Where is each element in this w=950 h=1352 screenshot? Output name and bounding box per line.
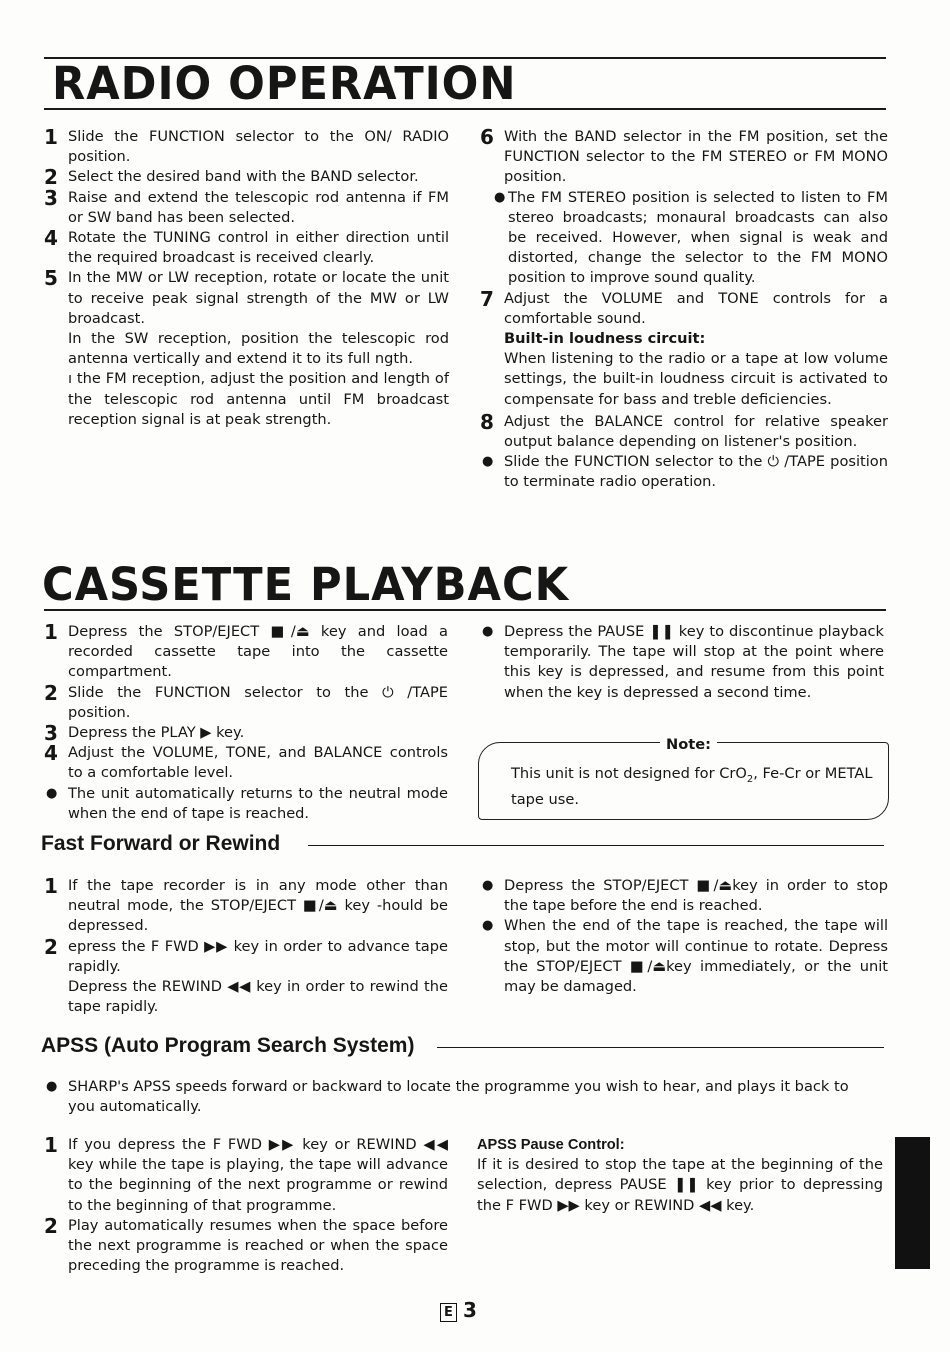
cassette-title: CASSETTE PLAYBACK (42, 558, 570, 611)
cassette-step-4: 4 Adjust the VOLUME, TONE, and BALANCE controls to a comfortable level. (44, 741, 448, 782)
radio-step-8: 8 Adjust the BALANCE control for relative speaker output balance depending on listener's position. (480, 409, 888, 451)
radio-step-1: 1 Slide the FUNCTION selector to the ON/ RADIO position. (44, 125, 449, 166)
radio-step-5-sw: In the SW reception, position the telescopic rod antenna vertically and extend it to its full ngth. (68, 330, 449, 368)
cassette-title-underline (44, 609, 886, 611)
apss-step-1: 1 If you depress the F FWD ▶▶ key or REWIND ◀◀ key while the tape is playing, the tape will advance to the beginning of the next programme or rewind to the beginning of that programme. (44, 1133, 448, 1214)
apss-pause-text: If it is desired to stop the tape at the beginning of the selection, depress PAUSE ❚❚ key prior to depressing the F FWD ▶▶ key or REWIND ◀◀ key. (477, 1156, 883, 1214)
apss-intro (44, 1077, 872, 1117)
apss-intro-text: ● SHARP's APSS speeds forward or backward to locate the programme you wish to hear, and plays it back to you automatically. (46, 1078, 849, 1116)
radio-right-column (480, 127, 888, 493)
cassette-step-2: 2 Slide the FUNCTION selector to the ⏻ /TAPE position. (44, 680, 448, 721)
radio-step-2: 2 Select the desired band with the BAND selector. (44, 165, 419, 190)
cassette-auto-return: ● The unit automatically returns to the neutral mode when the end of tape is reached. (46, 784, 448, 822)
radio-title-underline (44, 108, 886, 110)
cassette-step-3: 3 Depress the PLAY ▶ key. (44, 721, 245, 746)
radio-step-3: 3 Raise and extend the telescopic rod antenna if FM or SW band has been selected. (44, 185, 449, 226)
radio-terminate: ● Slide the FUNCTION selector to the ⏻ /TAPE position to terminate radio operation. (482, 453, 888, 491)
side-thumb-tab (895, 1137, 930, 1269)
radio-title: RADIO OPERATION (52, 57, 517, 110)
radio-step-7: 7 Adjust the VOLUME and TONE controls for a comfortable sound. (480, 286, 888, 327)
cassette-left-column (44, 622, 448, 824)
apss-right-column (477, 1135, 883, 1216)
apss-pause-heading: APSS Pause Control: (477, 1137, 625, 1153)
apss-step-2: 2 Play automatically resumes when the space before the next programme is reached or when the space preceding the programme is reached. (44, 1213, 448, 1275)
radio-step-4: 4 Rotate the TUNING control in either direction until the required broadcast is received clearly. (44, 226, 449, 267)
apss-heading: APSS (Auto Program Search System) (41, 1034, 415, 1057)
cassette-right-column (480, 622, 884, 703)
radio-step-5: 5 In the MW or LW reception, rotate or locate the unit to receive peak signal strength of the MW or LW broadcast. (44, 266, 449, 327)
ffrew-left-column (44, 876, 448, 1017)
apss-left-column (44, 1135, 448, 1276)
note-text: This unit is not designed for CrO$_2$, Fe-Cr or METAL tape use. (511, 765, 873, 809)
page-number: E 3 (440, 1300, 477, 1322)
ffrew-step-1: 1 If the tape recorder is in any mode other than neutral mode, the STOP/EJECT ■/⏏ key ‑hould be depressed. (44, 874, 448, 935)
cassette-step-1: 1 Depress the STOP/EJECT ■/⏏ key and load a recorded cassette tape into the cassette compartment. (44, 620, 448, 681)
loudness-heading: Built-in loudness circuit: (504, 330, 706, 348)
language-box: E (440, 1303, 457, 1322)
ffrew-right-column (480, 876, 888, 997)
ffrew-heading-rule (308, 845, 884, 846)
radio-step-6: 6 With the BAND selector in the FM position, set the FUNCTION selector to the FM STEREO or FM MONO position. (480, 125, 888, 186)
pause-instruction: ● Depress the PAUSE ❚❚ key to discontinue playback temporarily. The tape will stop at the point where this key is depressed, and resume from this point when the key is depressed a second time. (482, 623, 884, 701)
loudness-text: When listening to the radio or a tape at low volume settings, the built-in loudness circuit is activated to compensate for bass and treble deficiencies. (504, 350, 888, 408)
apss-heading-rule (437, 1047, 884, 1048)
fm-stereo-note: ● The FM STEREO position is selected to listen to FM stereo broadcasts; monaural broadcasts can also be received. However, when signal is weak and distorted, change the selector to the FM MONO position to improve sound quality. (494, 188, 888, 287)
radio-left-column (44, 127, 449, 430)
ffrew-end-note: ● When the end of the tape is reached, the tape will stop, but the motor will continue to rotate. Depress the STOP/EJECT ■/⏏key immediately, or the unit may be damaged. (482, 917, 888, 996)
note-label: Note: (660, 735, 717, 755)
ffrew-rewind: Depress the REWIND ◀◀ key in order to rewind the tape rapidly. (68, 978, 448, 1016)
radio-step-5-fm: ı the FM reception, adjust the position and length of the telescopic rod antenna until FM broadcast reception signal is at peak strength. (68, 370, 449, 428)
ffrew-heading: Fast Forward or Rewind (41, 832, 281, 855)
ffrew-stop-note: ● Depress the STOP/EJECT ■/⏏key in order to stop the tape before the end is reached. (482, 877, 888, 915)
ffrew-step-2: 2 epress the F FWD ▶▶ key in order to advance tape rapidly. (44, 934, 448, 975)
